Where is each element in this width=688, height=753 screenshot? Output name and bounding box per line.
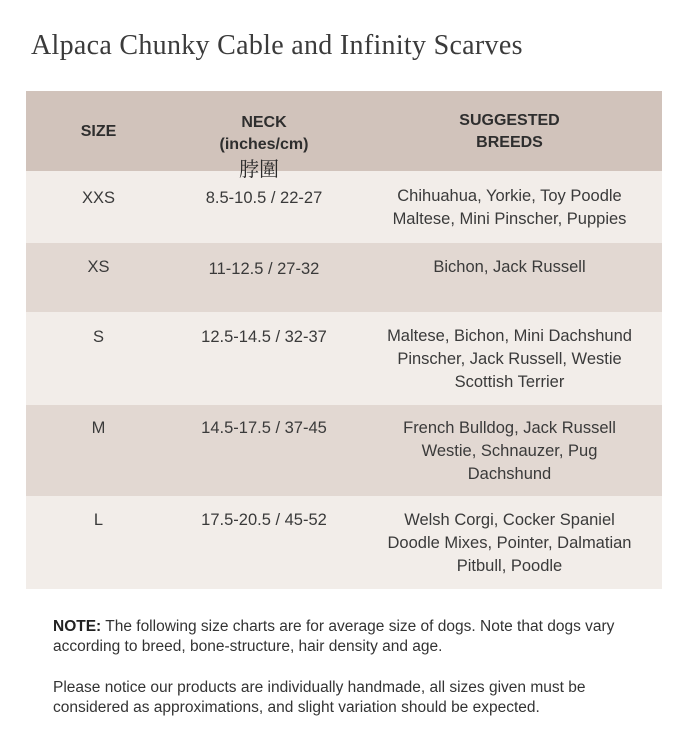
breeds-cell	[357, 256, 662, 279]
neck-cell: 14.5-17.5 / 37-45	[201, 419, 327, 437]
neck-cell: 8.5-10.5 / 22-27	[205, 189, 323, 207]
header-neck-line1: NECK	[241, 114, 287, 131]
neck-cjk-label: 脖圍	[239, 157, 279, 181]
breeds-cell	[357, 325, 662, 394]
breeds-line: Welsh Corgi, Cocker Spaniel	[404, 511, 615, 529]
header-size: SIZE	[80, 123, 117, 140]
breeds-line: Bichon, Jack Russell	[433, 258, 586, 276]
breeds-line: Chihuahua, Yorkie, Toy Poodle	[397, 187, 622, 205]
table-row	[26, 496, 662, 589]
handmade-note: Please notice our products are individually handmade, all sizes given must be considered as approximations, and slight variation should be expected.	[53, 679, 586, 716]
size-cell: M	[91, 419, 106, 437]
breeds-line: Doodle Mixes, Pointer, Dalmatian	[387, 534, 632, 552]
breeds-line: Scottish Terrier	[454, 373, 565, 391]
breeds-cell	[357, 417, 662, 486]
size-cell: XXS	[81, 189, 116, 207]
neck-cell: 12.5-14.5 / 32-37	[201, 328, 327, 346]
header-neck-line2: (inches/cm)	[219, 136, 309, 153]
neck-cell: 17.5-20.5 / 45-52	[201, 511, 327, 529]
breeds-cell	[357, 185, 662, 231]
breeds-line: French Bulldog, Jack Russell	[403, 419, 616, 437]
size-cell: S	[92, 328, 104, 346]
breeds-line: Pitbull, Poodle	[456, 557, 563, 575]
size-cell: L	[93, 511, 104, 529]
header-breeds-line2: BREEDS	[476, 134, 543, 151]
breeds-line: Maltese, Bichon, Mini Dachshund	[387, 327, 632, 345]
table-header	[26, 91, 662, 171]
table-row	[26, 312, 662, 405]
size-chart-table	[26, 91, 662, 589]
header-breeds-line1: SUGGESTED	[459, 112, 560, 129]
note-text: The following size charts are for average size of dogs. Note that dogs vary according to breed, bone-structure, hair density and age.	[53, 618, 615, 655]
breeds-cell	[357, 509, 662, 578]
neck-cell: 11-12.5 / 27-32	[208, 260, 320, 278]
table-row	[26, 243, 662, 312]
breeds-line: Pinscher, Jack Russell, Westie	[397, 350, 622, 368]
note-label: NOTE:	[53, 618, 102, 635]
breeds-line: Maltese, Mini Pinscher, Puppies	[392, 210, 627, 228]
header-breeds	[357, 110, 662, 154]
header-neck	[171, 112, 357, 156]
breeds-line: Westie, Schnauzer, Pug	[421, 442, 598, 460]
page-title: Alpaca Chunky Cable and Infinity Scarves	[31, 30, 523, 61]
table-row	[26, 171, 662, 243]
notes-section	[53, 617, 653, 739]
size-cell: XS	[87, 258, 110, 276]
table-row	[26, 405, 662, 496]
size-note	[53, 617, 653, 657]
breeds-line: Dachshund	[467, 465, 552, 483]
